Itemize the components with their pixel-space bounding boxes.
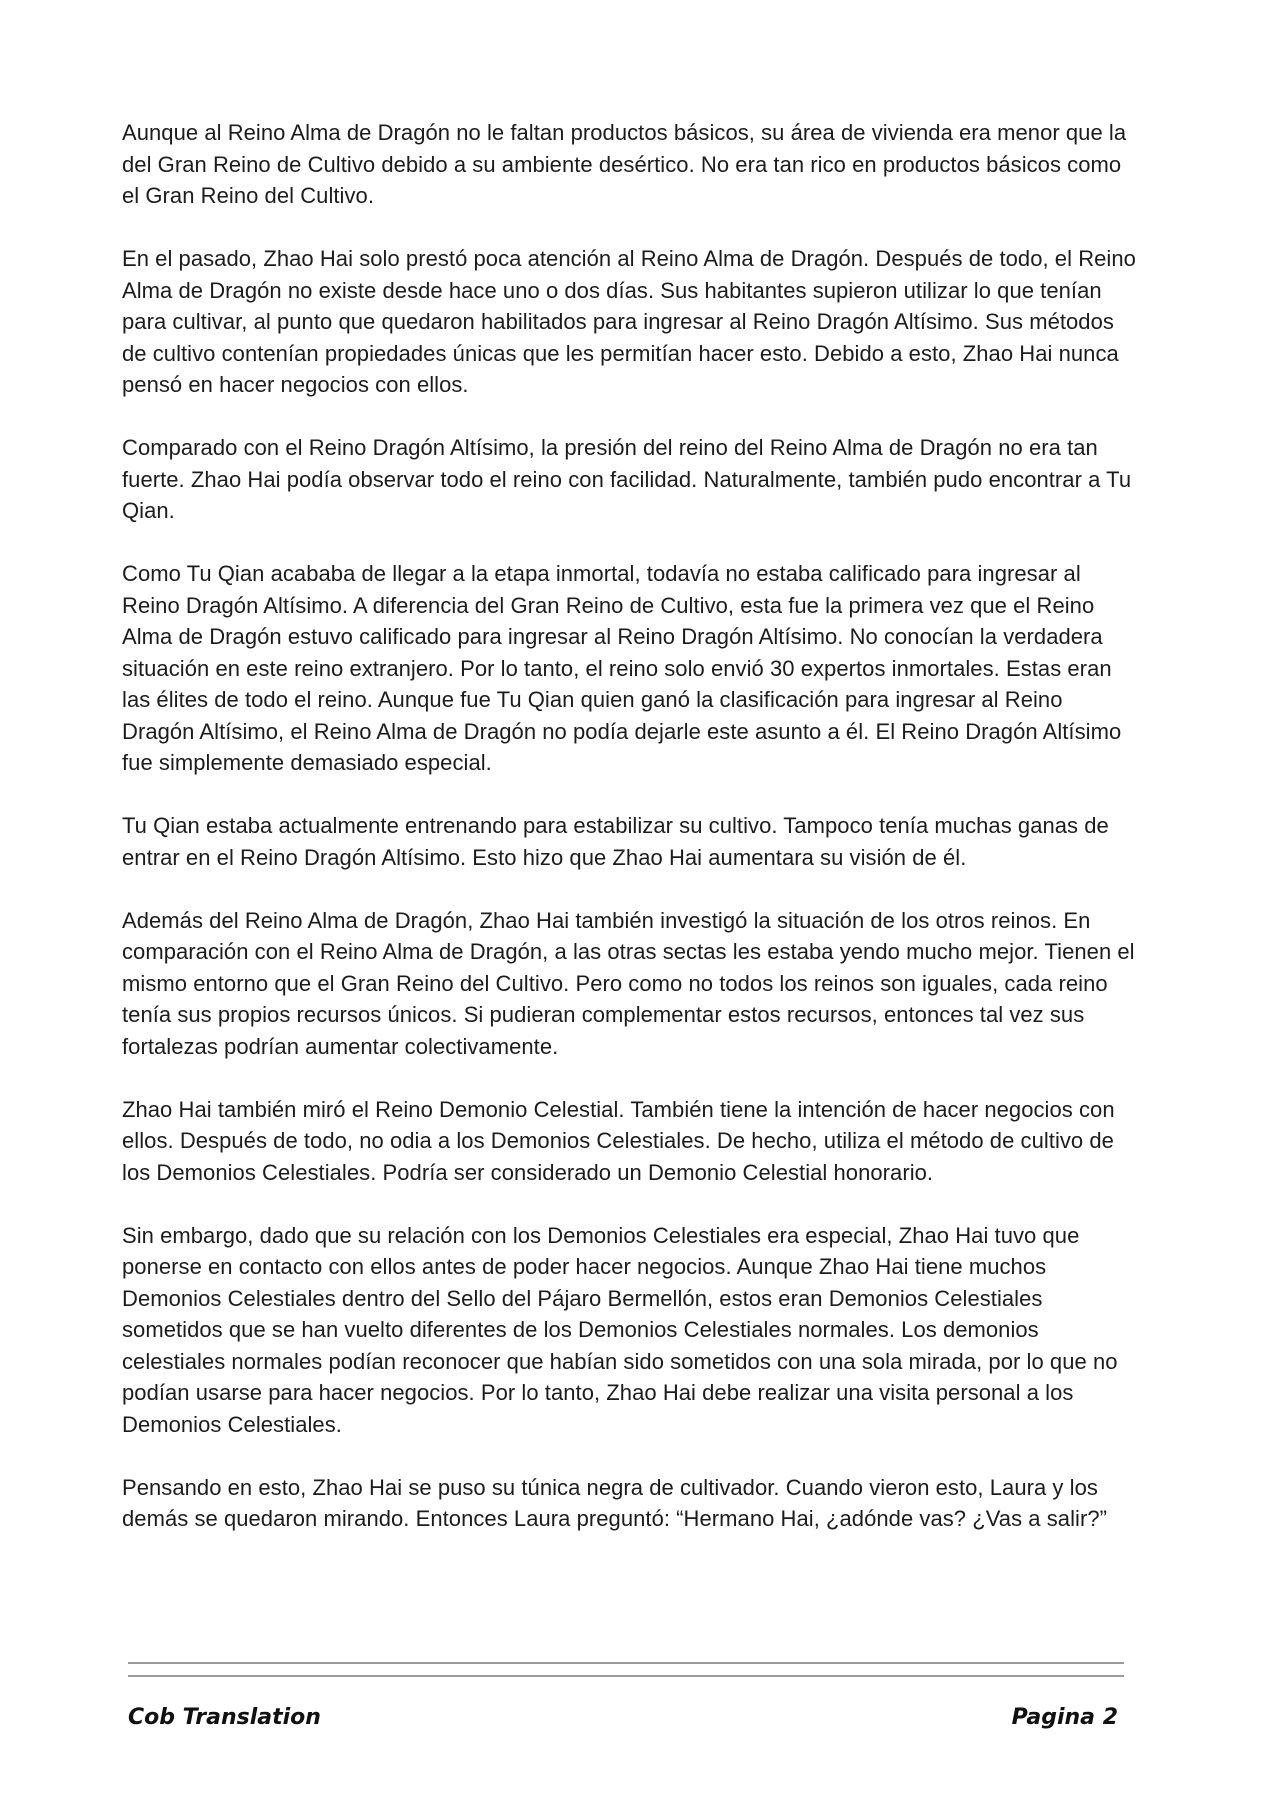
footer-translator-credit: Cob Translation bbox=[128, 1705, 321, 1730]
paragraph: Tu Qian estaba actualmente entrenando para estabilizar su cultivo. Tampoco tenía muchas ganas de entrar en el Reino Dragón Altísimo. Esto hizo que Zhao Hai aumentara su visión de él. bbox=[122, 813, 1109, 870]
paragraph: Comparado con el Reino Dragón Altísimo, la presión del reino del Reino Alma de Dragón no era tan fuerte. Zhao Hai podía observar todo el reino con facilidad. Naturalmente, también pudo encontrar a Tu Qian. bbox=[122, 435, 1132, 523]
paragraph: Zhao Hai también miró el Reino Demonio Celestial. También tiene la intención de hacer negocios con ellos. Después de todo, no odia a los Demonios Celestiales. De hecho, utiliza el método de cultivo de los Demonios Celestiales. Podría ser considerado un Demonio Celestial honorario. bbox=[122, 1096, 1115, 1185]
paragraph: Pensando en esto, Zhao Hai se puso su túnica negra de cultivador. Cuando vieron esto, Laura y los demás se quedaron mirando. Entonces Laura preguntó: “Hermano Hai, ¿adónde vas? ¿Vas a salir?” bbox=[122, 1474, 1108, 1531]
footer-page-number: Pagina 2 bbox=[1011, 1705, 1118, 1730]
footer-divider-top bbox=[128, 1662, 1124, 1664]
paragraph: Además del Reino Alma de Dragón, Zhao Hai también investigó la situación de los otros reinos. En comparación con el Reino Alma de Dragón, a las otras sectas les estaba yendo mucho mejor. Tienen el mismo entorno que el Gran Reino del Cultivo. Pero como no todos los reinos son iguales, cada reino tenía sus propios recursos únicos. Si pudieran complementar estos recursos, entonces tal vez sus fortalezas podrían aumentar colectivamente. bbox=[122, 907, 1135, 1059]
document-body bbox=[122, 117, 1137, 1566]
paragraph: Aunque al Reino Alma de Dragón no le faltan productos básicos, su área de vivienda era menor que la del Gran Reino de Cultivo debido a su ambiente desértico. No era tan rico en productos básicos como el Gran Reino del Cultivo. bbox=[122, 120, 1127, 208]
paragraph: Como Tu Qian acababa de llegar a la etapa inmortal, todavía no estaba calificado para ingresar al Reino Dragón Altísimo. A diferencia del Gran Reino de Cultivo, esta fue la primera vez que el Reino Alma de Dragón estuvo calificado para ingresar al Reino Dragón Altísimo. No conocían la verdadera situación en este reino extranjero. Por lo tanto, el reino solo envió 30 expertos inmortales. Estas eran las élites de todo el reino. Aunque fue Tu Qian quien ganó la clasificación para ingresar al Reino Dragón Altísimo, el Reino Alma de Dragón no podía dejarle este asunto a él. El Reino Dragón Altísimo fue simplemente demasiado especial. bbox=[122, 561, 1122, 775]
paragraph: Sin embargo, dado que su relación con los Demonios Celestiales era especial, Zhao Hai tuvo que ponerse en contacto con ellos antes de poder hacer negocios. Aunque Zhao Hai tiene muchos Demonios Celestiales dentro del Sello del Pájaro Bermellón, estos eran Demonios Celestiales sometidos que se han vuelto diferentes de los Demonios Celestiales normales. Los demonios celestiales normales podían reconocer que habían sido sometidos con una sola mirada, por lo que no podían usarse para hacer negocios. Por lo tanto, Zhao Hai debe realizar una visita personal a los Demonios Celestiales. bbox=[122, 1222, 1118, 1437]
paragraph: En el pasado, Zhao Hai solo prestó poca atención al Reino Alma de Dragón. Después de todo, el Reino Alma de Dragón no existe desde hace uno o dos días. Sus habitantes supieron utilizar lo que tenían para cultivar, al punto que quedaron habilitados para ingresar al Reino Dragón Altísimo. Sus métodos de cultivo contenían propiedades únicas que les permitían hacer esto. Debido a esto, Zhao Hai nunca pensó en hacer negocios con ellos. bbox=[122, 246, 1136, 397]
footer-divider-bottom bbox=[128, 1675, 1124, 1677]
